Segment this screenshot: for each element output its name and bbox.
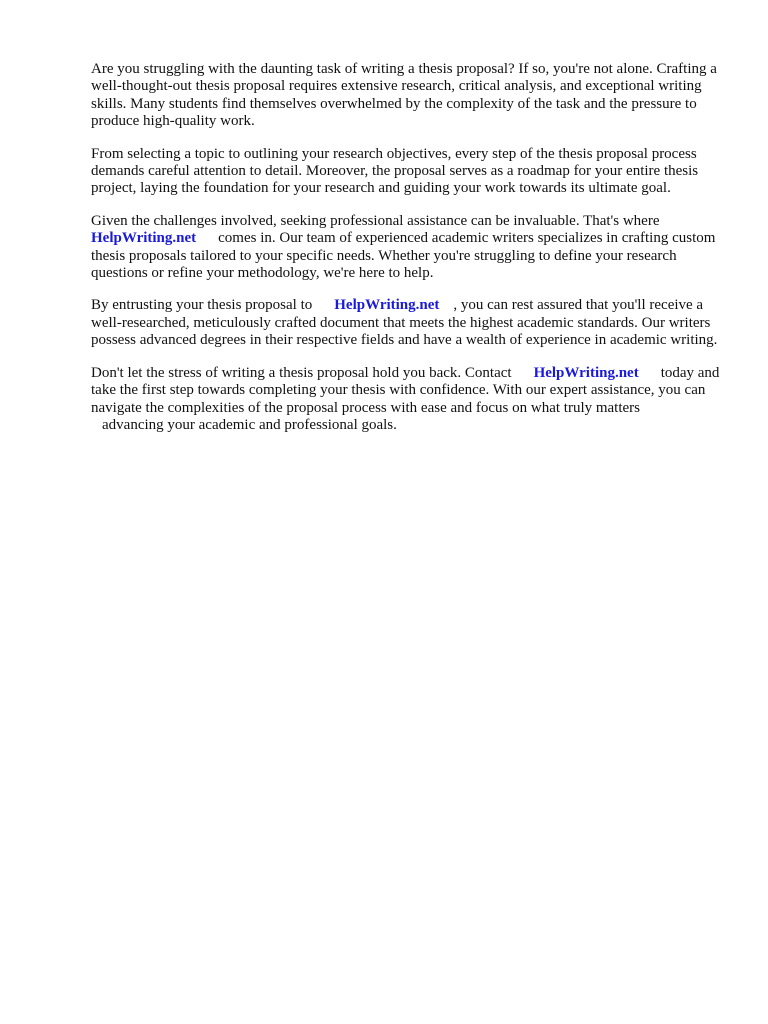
helpwriting-link-1[interactable]: HelpWriting.net <box>91 230 197 247</box>
helpwriting-link-3[interactable]: HelpWriting.net <box>533 364 639 381</box>
paragraph-intro: Are you struggling with the daunting task of writing a thesis proposal? If so, you're not alone. Crafting a well-thought-out thesis proposal requires extensive research, critical analysis, and exceptional writing skills. Many students find themselves overwhelmed by the complexity of the task and the pressure to produce high-quality work. <box>91 61 717 130</box>
document-body <box>91 61 723 449</box>
paragraph-contact <box>91 365 723 435</box>
paragraph-contact-text-start: Don't let the stress of writing a thesis proposal hold you back. Contact <box>91 364 512 381</box>
helpwriting-link-2[interactable]: HelpWriting.net <box>334 297 440 314</box>
paragraph-assistance-text-end: comes in. Our team of experienced academic writers specializes in crafting custom thesis proposals tailored to your specific needs. Whether you're struggling to define your research questions or refine your methodology, we're here to help. <box>91 230 716 282</box>
paragraph-assistance-text-start: Given the challenges involved, seeking professional assistance can be invaluable. That's where <box>91 212 660 229</box>
paragraph-process: From selecting a topic to outlining your research objectives, every step of the thesis proposal process demands careful attention to detail. Moreover, the proposal serves as a roadmap for your entire thesis project, laying the foundation for your research and guiding your work towards its ultimate goal. <box>91 145 699 197</box>
paragraph-entrusting-text-start: By entrusting your thesis proposal to <box>91 297 313 314</box>
paragraph-assistance <box>91 213 723 283</box>
paragraph-contact-text-end: advancing your academic and professional goals. <box>102 416 397 433</box>
paragraph-contact-text-mid: today and take the first step towards completing your thesis with confidence. With our expert assistance, you can navigate the complexities of the proposal process with ease and focus on what truly matters <box>91 364 720 416</box>
paragraph-entrusting <box>91 297 723 349</box>
paragraph-entrusting-text-end: , you can rest assured that you'll receive a well-researched, meticulously crafted document that meets the highest academic standards. Our writers possess advanced degrees in their respective fields and have a wealth of experience in academic writing. <box>91 297 718 349</box>
